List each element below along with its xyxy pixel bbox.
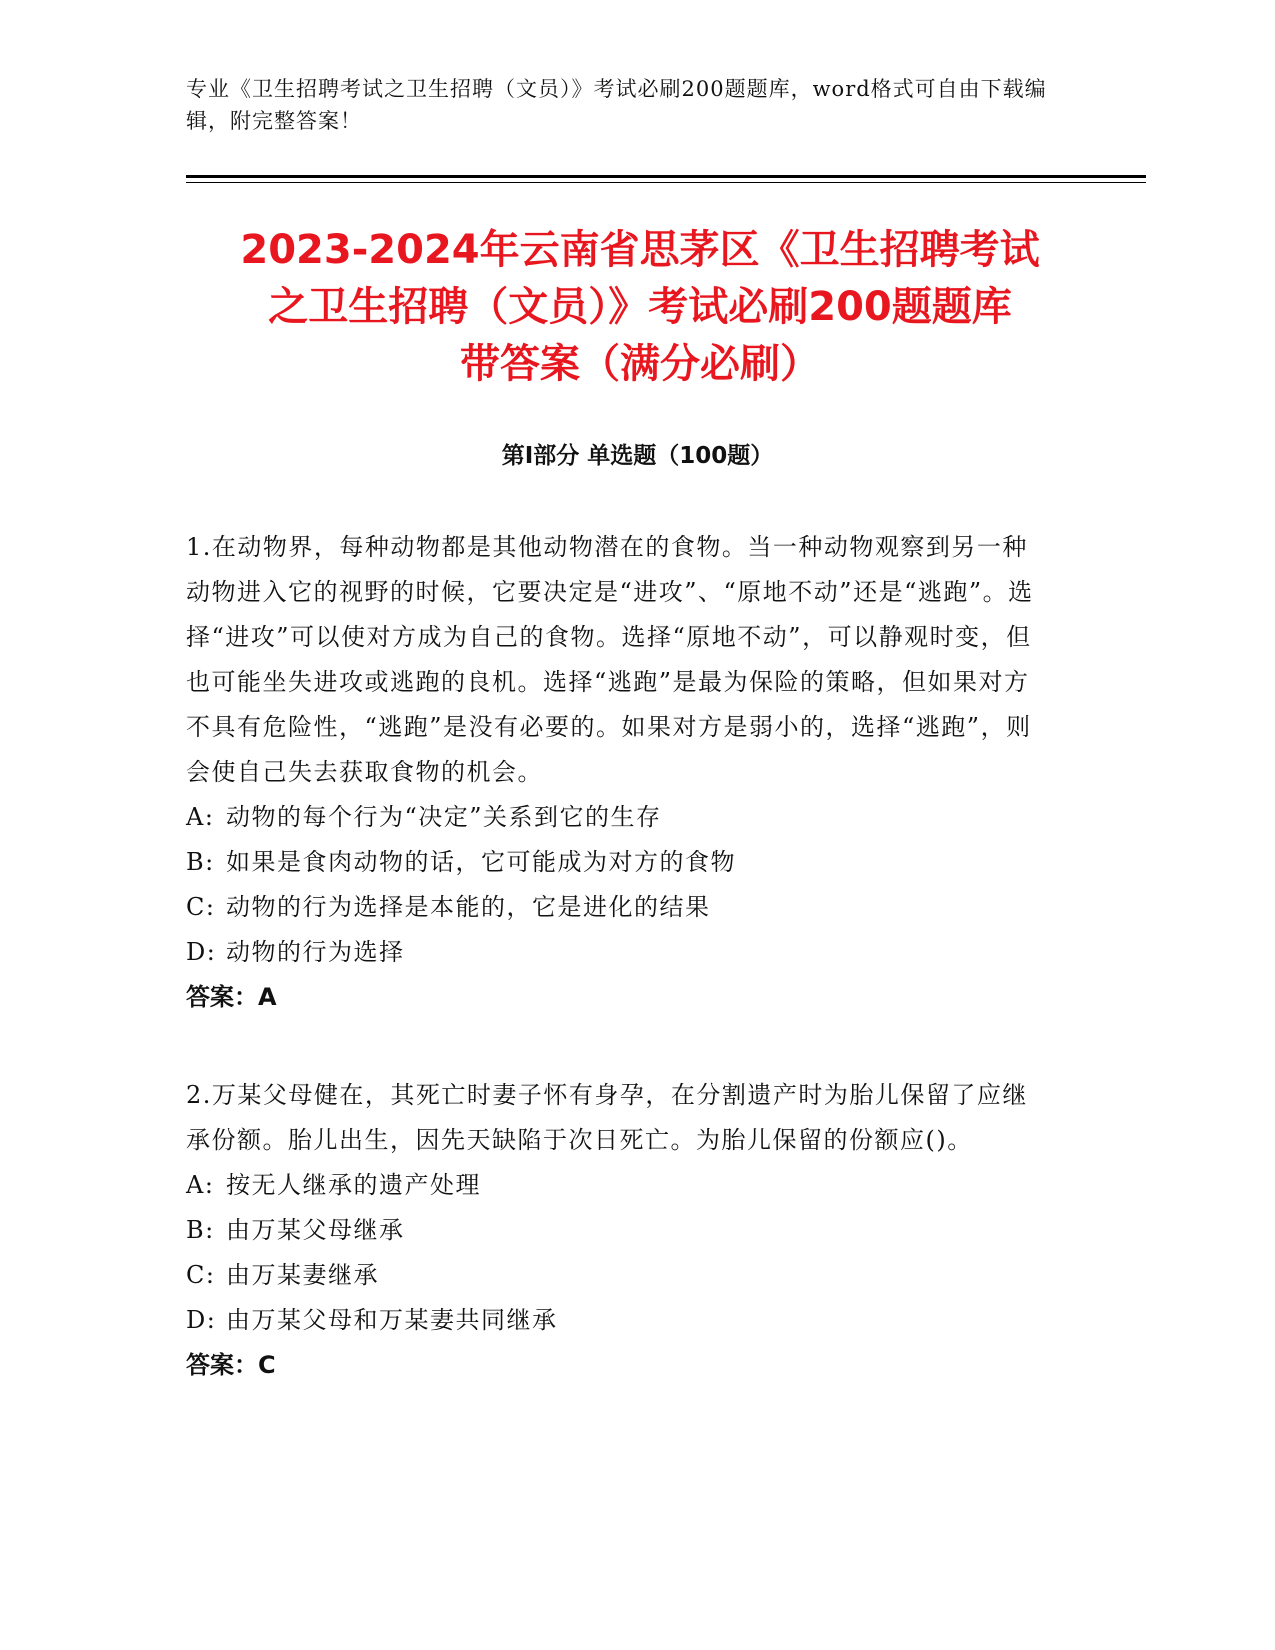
option-text: 由万某父母继承 bbox=[226, 1216, 405, 1244]
title-line-1: 2023-2024年云南省思茅区《卫生招聘考试 bbox=[240, 227, 1040, 273]
option-key: D: bbox=[186, 938, 217, 966]
document-intro: 专业《卫生招聘考试之卫生招聘（文员）》考试必刷200题题库，word格式可自由下载编辑，附完整答案！ bbox=[186, 77, 1047, 133]
document-title bbox=[160, 222, 1120, 393]
header-rule-thin bbox=[186, 182, 1146, 183]
option-key: C: bbox=[186, 893, 216, 921]
option-text: 按无人继承的遗产处理 bbox=[226, 1171, 481, 1199]
option-key: A: bbox=[186, 1171, 215, 1199]
option-c bbox=[186, 1253, 1051, 1298]
option-a bbox=[186, 1163, 1051, 1208]
option-c bbox=[186, 885, 1051, 930]
option-key: C: bbox=[186, 1261, 216, 1289]
title-line-2: 之卫生招聘（文员）》考试必刷200题题库 bbox=[268, 284, 1012, 330]
answer-label: 答案：C bbox=[186, 1351, 276, 1379]
section-title: 第Ⅰ部分 单选题（100题） bbox=[501, 443, 774, 469]
question-list bbox=[186, 525, 1051, 1388]
option-text: 由万某妻继承 bbox=[226, 1261, 379, 1289]
question-1 bbox=[186, 525, 1051, 1020]
header-rule-thick bbox=[186, 175, 1146, 178]
answer-label: 答案：A bbox=[186, 983, 277, 1011]
title-line-3: 带答案（满分必刷） bbox=[460, 341, 820, 387]
option-text: 由万某父母和万某妻共同继承 bbox=[226, 1306, 558, 1334]
option-b bbox=[186, 840, 1051, 885]
option-b bbox=[186, 1208, 1051, 1253]
option-d bbox=[186, 930, 1051, 975]
question-2 bbox=[186, 1073, 1051, 1388]
option-key: B: bbox=[186, 848, 215, 876]
option-text: 动物的行为选择 bbox=[226, 938, 405, 966]
option-text: 动物的每个行为“决定”关系到它的生存 bbox=[226, 803, 662, 831]
option-key: B: bbox=[186, 1216, 215, 1244]
option-d bbox=[186, 1298, 1051, 1343]
question-text: 1.在动物界，每种动物都是其他动物潜在的食物。当一种动物观察到另一种动物进入它的视野的时候，它要决定是“进攻”、“原地不动”还是“逃跑”。选择“进攻”可以使对方成为自己的食物。选择“原地不动”，可以静观时变，但也可能坐失进攻或逃跑的良机。选择“逃跑”是最为保险的策略，但如果对方不具有危险性，“逃跑”是没有必要的。如果对方是弱小的，选择“逃跑”，则会使自己失去获取食物的机会。 bbox=[186, 533, 1034, 786]
option-text: 动物的行为选择是本能的，它是进化的结果 bbox=[226, 893, 711, 921]
question-text: 2.万某父母健在，其死亡时妻子怀有身孕，在分割遗产时为胎儿保留了应继承份额。胎儿出生，因先天缺陷于次日死亡。为胎儿保留的份额应()。 bbox=[186, 1081, 1028, 1154]
option-key: A: bbox=[186, 803, 215, 831]
option-key: D: bbox=[186, 1306, 217, 1334]
option-a bbox=[186, 795, 1051, 840]
option-text: 如果是食肉动物的话，它可能成为对方的食物 bbox=[226, 848, 736, 876]
